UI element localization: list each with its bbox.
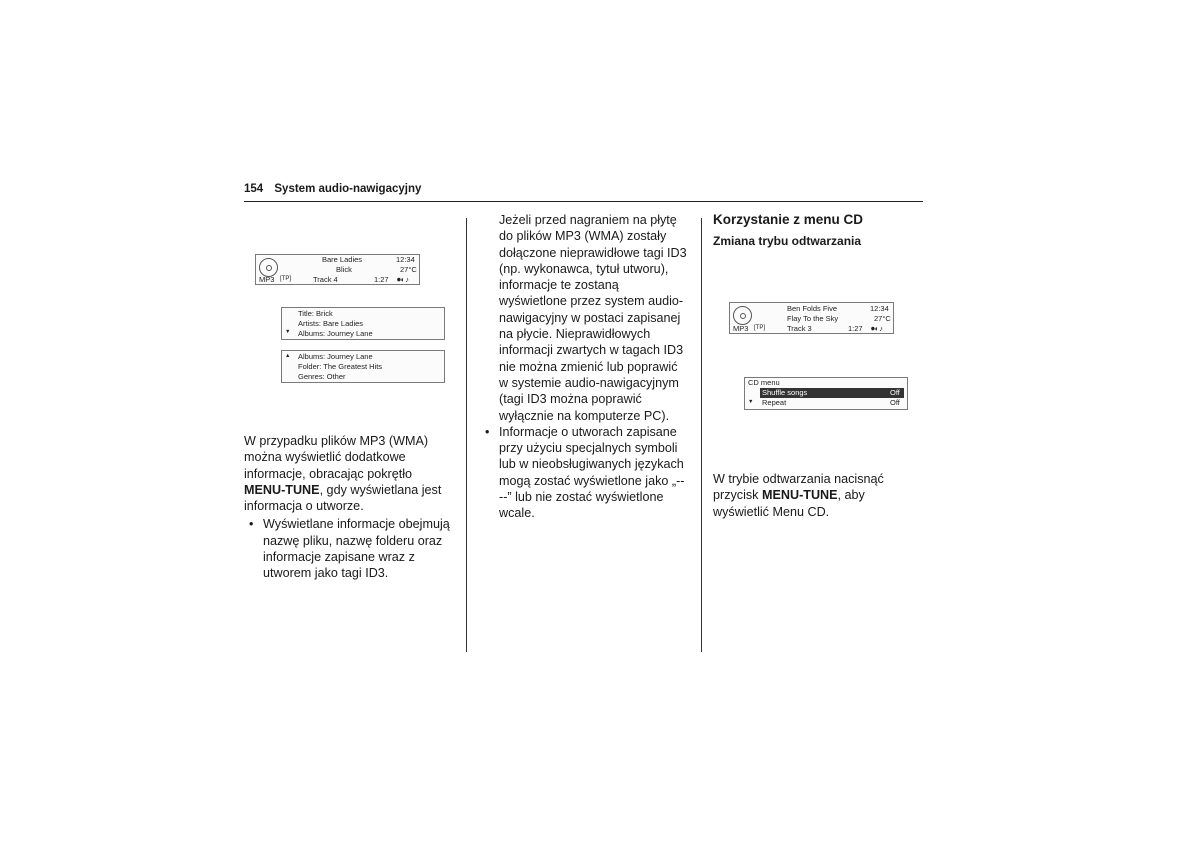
- column-divider-2: [701, 218, 702, 652]
- subsection-heading: Zmiana trybu odtwarzania: [713, 234, 862, 248]
- column-1-text: [244, 433, 456, 582]
- scroll-up-arrow-icon: ▲: [285, 353, 291, 359]
- display-track-title: Blick: [336, 265, 352, 274]
- cd-menu-box: [744, 377, 908, 410]
- page-header: [244, 183, 421, 195]
- info-albums: Albums: Journey Lane: [298, 329, 373, 338]
- info-artists: Artists: Bare Ladies: [298, 319, 364, 328]
- paragraph: Jeżeli przed nagraniem na płytę do plików MP3 (WMA) zostały dołączone nieprawidłowe tagi ID3 (np. wykonawca, tytuł utworu), informacje te zostaną wyświetlone przez system audio-nawigacyjny w postaci zapisanej na płycie. Nieprawidłowych informacji zwartych w tagach ID3 nie można zmienić lub poprawić w systemie audio-nawigacyjnym (tagi ID3 można poprawić wyłącznie na komputerze PC).: [499, 213, 687, 423]
- menu-item-shuffle-value: Off: [890, 388, 900, 397]
- menu-item-repeat-value: Off: [890, 398, 900, 407]
- display-source: MP3: [733, 324, 749, 333]
- display-status-icons: ⏺◐♪: [397, 275, 410, 284]
- display-track-number: Track 4: [313, 275, 338, 284]
- display-time: 12:34: [870, 304, 889, 313]
- display-source: MP3: [259, 275, 275, 284]
- header-rule: [244, 201, 923, 202]
- track-info-box-1: [281, 307, 445, 340]
- info-folder: Folder: The Greatest Hits: [298, 362, 383, 371]
- info-title: Title: Brick: [298, 309, 333, 318]
- bullet-dot: •: [249, 517, 254, 532]
- scroll-down-arrow-icon: ▼: [748, 399, 754, 405]
- menu-item-shuffle-songs[interactable]: Shuffle songs: [762, 388, 808, 397]
- display-temperature: 27°C: [400, 265, 417, 274]
- info-genres: Genres: Other: [298, 372, 346, 381]
- display-artist: Bare Ladies: [322, 255, 363, 264]
- display-artist: Ben Folds Five: [787, 304, 838, 313]
- audio-display-mp3: [255, 254, 420, 285]
- page-number: 154: [244, 183, 264, 195]
- display-tp: [TP]: [754, 325, 766, 331]
- display-temperature: 27°C: [874, 314, 891, 323]
- section-title: System audio-nawigacyjny: [274, 183, 422, 195]
- paragraph: W trybie odtwarzania nacisnąć przycisk MENU-TUNE, aby wyświetlić Menu CD.: [713, 472, 884, 519]
- bullet-item: • Wyświetlane informacje obejmują nazwę pliku, nazwę folderu oraz informacje zapisane wraz z utworem jako tagi ID3.: [249, 517, 450, 581]
- audio-display-mp3-2: [729, 302, 894, 334]
- display-duration: 1:27: [374, 275, 389, 284]
- display-tp: [TP]: [280, 276, 292, 282]
- column-divider-1: [466, 218, 467, 652]
- section-heading: Korzystanie z menu CD: [713, 212, 864, 227]
- cd-disc-icon: [733, 306, 752, 325]
- display-track-title: Flay To the Sky: [787, 314, 839, 323]
- bullet-item: • Informacje o utworach zapisane przy użyciu specjalnych symboli lub w nieobsługiwanych językach mogą zostać wyświetlone jako „----” lub nie zostać wyświetlone wcale.: [485, 424, 685, 521]
- column-3-text: [713, 471, 913, 520]
- display-time: 12:34: [396, 255, 415, 264]
- paragraph: W przypadku plików MP3 (WMA) można wyświetlić dodatkowe informacje, obracając pokrętło MENU-TUNE, gdy wyświetlana jest informacja o utworze.: [244, 434, 442, 514]
- scroll-down-arrow-icon: ▼: [285, 329, 291, 335]
- display-track-number: Track 3: [787, 324, 812, 333]
- display-status-icons: ⏺◐♪: [871, 324, 884, 333]
- display-duration: 1:27: [848, 324, 863, 333]
- column-2-text: [480, 212, 688, 522]
- track-info-box-2: [281, 350, 445, 383]
- cd-menu-title: CD menu: [748, 378, 780, 387]
- bullet-dot: •: [485, 424, 490, 439]
- menu-item-repeat[interactable]: Repeat: [762, 398, 787, 407]
- info-albums: Albums: Journey Lane: [298, 352, 373, 361]
